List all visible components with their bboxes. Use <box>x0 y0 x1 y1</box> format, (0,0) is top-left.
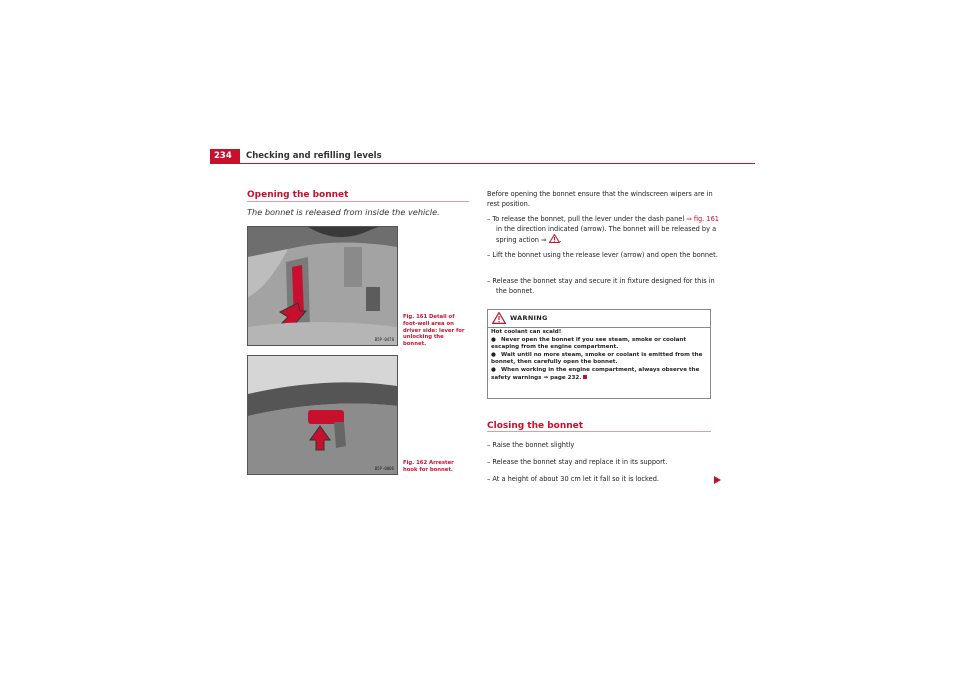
warning-item <box>491 337 707 352</box>
arrester-hook-illustration <box>248 356 397 474</box>
warning-header <box>488 310 710 328</box>
figure-code: B5P-0006 <box>374 466 394 471</box>
warning-triangle-icon <box>549 234 560 243</box>
section-subtitle: The bonnet is released from inside the vehicle. <box>247 207 440 217</box>
intro-paragraph: Before opening the bonnet ensure that the windscreen wipers are in rest position. <box>487 190 713 209</box>
header-rule <box>210 163 755 164</box>
step-text: – To release the bonnet, pull the lever under the dash panel <box>487 215 685 223</box>
bullet-icon: ● <box>491 351 496 358</box>
warning-triangle-icon <box>492 312 506 324</box>
warning-item-text: Wait until no more steam, smoke or coolant is emitted from the bonnet, then carefully open the bonnet. <box>491 351 703 366</box>
warning-item-text: When working in the engine compartment, always observe the safety warnings ⇒ page 232. <box>491 366 700 381</box>
section-title-closing: Closing the bonnet <box>487 421 584 431</box>
figure-161-link[interactable]: ⇒ fig. 161 <box>686 215 720 223</box>
figure-161-image <box>247 226 398 346</box>
step-release-lever <box>487 214 724 246</box>
figure-161-caption: Fig. 161 Detail of foot-well area on driver side: lever for unlocking the bonnet. <box>403 314 465 348</box>
warning-item <box>491 367 707 382</box>
section-rule <box>247 201 469 202</box>
section-end-icon <box>583 375 587 379</box>
page-number: 234 <box>210 149 240 163</box>
bullet-icon: ● <box>491 336 496 343</box>
footwell-illustration <box>248 227 397 345</box>
warning-body <box>488 328 710 383</box>
figure-code: B5P-0478 <box>374 337 394 342</box>
warning-title: WARNING <box>510 314 548 322</box>
bullet-icon: ● <box>491 366 496 373</box>
figure-162-image <box>247 355 398 475</box>
section-rule <box>487 431 711 432</box>
warning-item-text: Never open the bonnet if you see steam, smoke or coolant escaping from the engine compartment. <box>491 336 687 351</box>
running-title: Checking and refilling levels <box>246 151 382 161</box>
step-bonnet-stay: – Release the bonnet stay and secure it in fixture designed for this in the bonnet. <box>487 277 715 296</box>
step-replace-stay: – Release the bonnet stay and replace it in its support. <box>487 458 668 466</box>
figure-162-caption: Fig. 162 Arrester hook for bonnet. <box>403 460 454 473</box>
step-raise-bonnet: – Raise the bonnet slightly <box>487 441 575 449</box>
step-text: in the direction indicated (arrow). The bonnet will be released by a spring action ⇒ <box>496 225 717 245</box>
step-let-fall: – At a height of about 30 cm let it fall so it is locked. <box>487 475 659 483</box>
warning-lead: Hot coolant can scald! <box>491 329 562 335</box>
continue-arrow-icon <box>714 476 721 484</box>
step-text: . <box>559 236 562 245</box>
step-lift-bonnet: – Lift the bonnet using the release lever (arrow) and open the bonnet. <box>487 251 718 259</box>
warning-box <box>487 309 711 399</box>
warning-item <box>491 352 707 367</box>
section-title-opening: Opening the bonnet <box>247 190 349 200</box>
